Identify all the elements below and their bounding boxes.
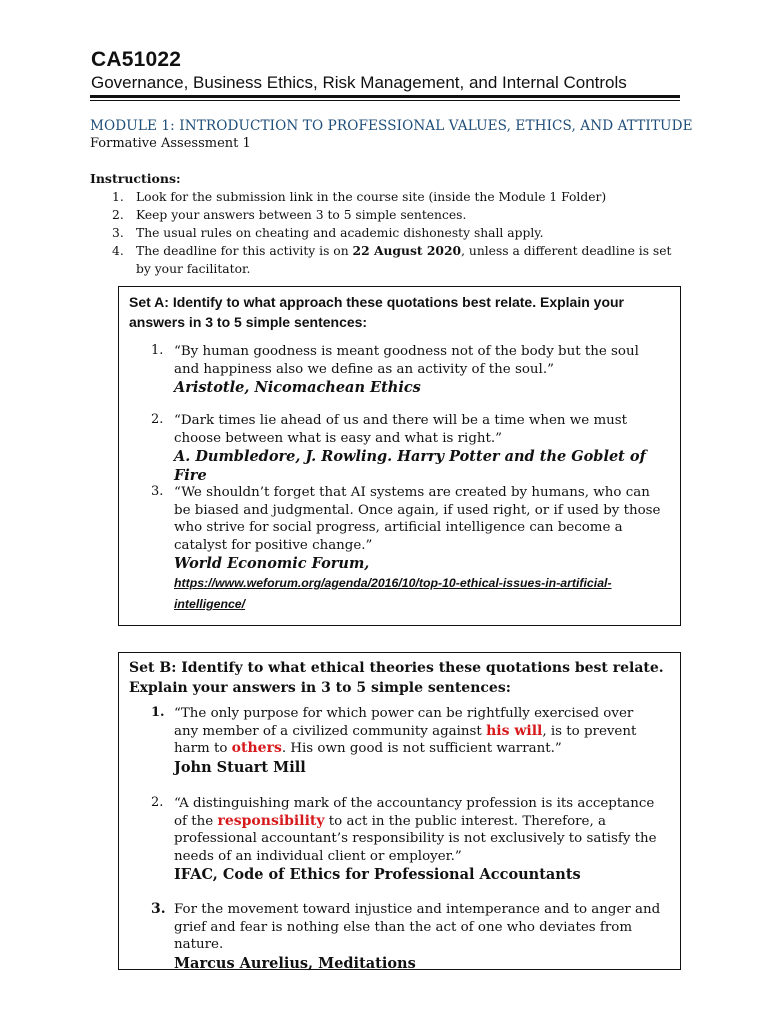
- quote-attribution: IFAC, Code of Ethics for Professional Accountants: [174, 866, 581, 883]
- quote-attribution: John Stuart Mill: [174, 758, 306, 776]
- set-b-box: [118, 652, 681, 970]
- assessment-subtitle: Formative Assessment 1: [90, 136, 251, 151]
- course-code: CA51022: [91, 48, 182, 71]
- header-rule-thin: [90, 100, 680, 101]
- header-rule-thick: [90, 95, 680, 98]
- set-a-item-2: 2. “Dark times lie ahead of us and there will be a time when we must choose between what is easy and what is right.” A. Dumbledore, J. Rowling. Harry Potter and the Goblet of Fire: [151, 412, 661, 485]
- quote-text: “Dark times lie ahead of us and there will be a time when we must choose between what is easy and what is right.”: [174, 413, 628, 446]
- instructions-title: Instructions:: [90, 171, 181, 186]
- course-title: Governance, Business Ethics, Risk Management, and Internal Controls: [91, 73, 627, 92]
- instruction-item: 4. The deadline for this activity is on 22 August 2020, unless a different deadline is set by your facilitator.: [112, 243, 672, 276]
- instructions-list: [112, 188, 672, 278]
- quote-attribution: A. Dumbledore, J. Rowling. Harry Potter and the Goblet of Fire: [174, 448, 646, 484]
- quote-text: “A distinguishing mark of the accountancy profession is its acceptance of the responsibility to act in the public interest. Therefore, a professional accountant’s responsibility is not exclusively to satisfy the needs of an individual client or employer.”: [174, 796, 657, 864]
- set-b-item-3: 3. For the movement toward injustice and intemperance and to anger and grief and fear is nothing else than the act of one who deviates from nature. Marcus Aurelius, Meditations: [151, 901, 661, 972]
- set-a-item-3: 3. “We shouldn’t forget that AI systems are created by humans, who can be biased and judgmental. Once again, if used right, or if used by those who strive for social progress, artificial intelligence can become a catalyst for positive change.” World Economic Forum, https://www.weforum.org/agenda/2016/10/top-10-ethical-issues-in-artificial-intelligence/: [151, 484, 661, 615]
- quote-text: “The only purpose for which power can be rightfully exercised over any member of a civilized community against his will, is to prevent harm to others. His own good is not sufficient warrant.”: [174, 706, 637, 756]
- set-b-item-1: 1. “The only purpose for which power can be rightfully exercised over any member of a civilized community against his will, is to prevent harm to others. His own good is not sufficient warrant.” John Stuart Mill: [151, 705, 661, 777]
- highlight-responsibility: responsibility: [217, 812, 325, 829]
- instruction-item: 3. The usual rules on cheating and academic dishonesty shall apply.: [112, 226, 544, 240]
- deadline-date: 22 August 2020: [352, 243, 462, 258]
- set-a-box: [118, 286, 681, 626]
- instruction-item: 1. Look for the submission link in the course site (inside the Module 1 Folder): [112, 190, 607, 204]
- set-a-heading: Set A: Identify to what approach these quotations best relate. Explain your answers in 3 to 5 simple sentences:: [129, 294, 625, 330]
- quote-text: “By human goodness is meant goodness not of the body but the soul and happiness also we define as an activity of the soul.”: [174, 344, 639, 377]
- quote-text: “We shouldn’t forget that AI systems are created by humans, who can be biased and judgmental. Once again, if used right, or if used by those who strive for social progress, artificial intelligence can become a catalyst for positive change.”: [174, 485, 661, 553]
- quote-attribution: Aristotle, Nicomachean Ethics: [174, 379, 421, 396]
- module-title: MODULE 1: INTRODUCTION TO PROFESSIONAL VALUES, ETHICS, AND ATTITUDE: [90, 118, 693, 134]
- highlight-others: others: [231, 740, 282, 756]
- quote-attribution: Marcus Aurelius, Meditations: [174, 954, 416, 972]
- instruction-item: 2. Keep your answers between 3 to 5 simple sentences.: [112, 208, 467, 222]
- set-b-heading: Set B: Identify to what ethical theories these quotations best relate. Explain your answers in 3 to 5 simple sentences:: [129, 660, 664, 696]
- quote-attribution: World Economic Forum,: [174, 555, 370, 572]
- set-a-item-1: 1. “By human goodness is meant goodness not of the body but the soul and happiness also we define as an activity of the soul.” Aristotle, Nicomachean Ethics: [151, 343, 661, 397]
- source-link[interactable]: https://www.weforum.org/agenda/2016/10/top-10-ethical-issues-in-artificial-intelligence/: [174, 576, 612, 611]
- highlight-his-will: his will: [486, 722, 543, 739]
- set-b-item-2: 2. “A distinguishing mark of the accountancy profession is its acceptance of the responsibility to act in the public interest. Therefore, a professional accountant’s responsibility is not exclusively to satisfy the needs of an individual client or employer.” IFAC, Code of Ethics for Professional Accountants: [151, 795, 661, 884]
- quote-text: For the movement toward injustice and intemperance and to anger and grief and fear is nothing else than the act of one who deviates from nature.: [174, 902, 661, 952]
